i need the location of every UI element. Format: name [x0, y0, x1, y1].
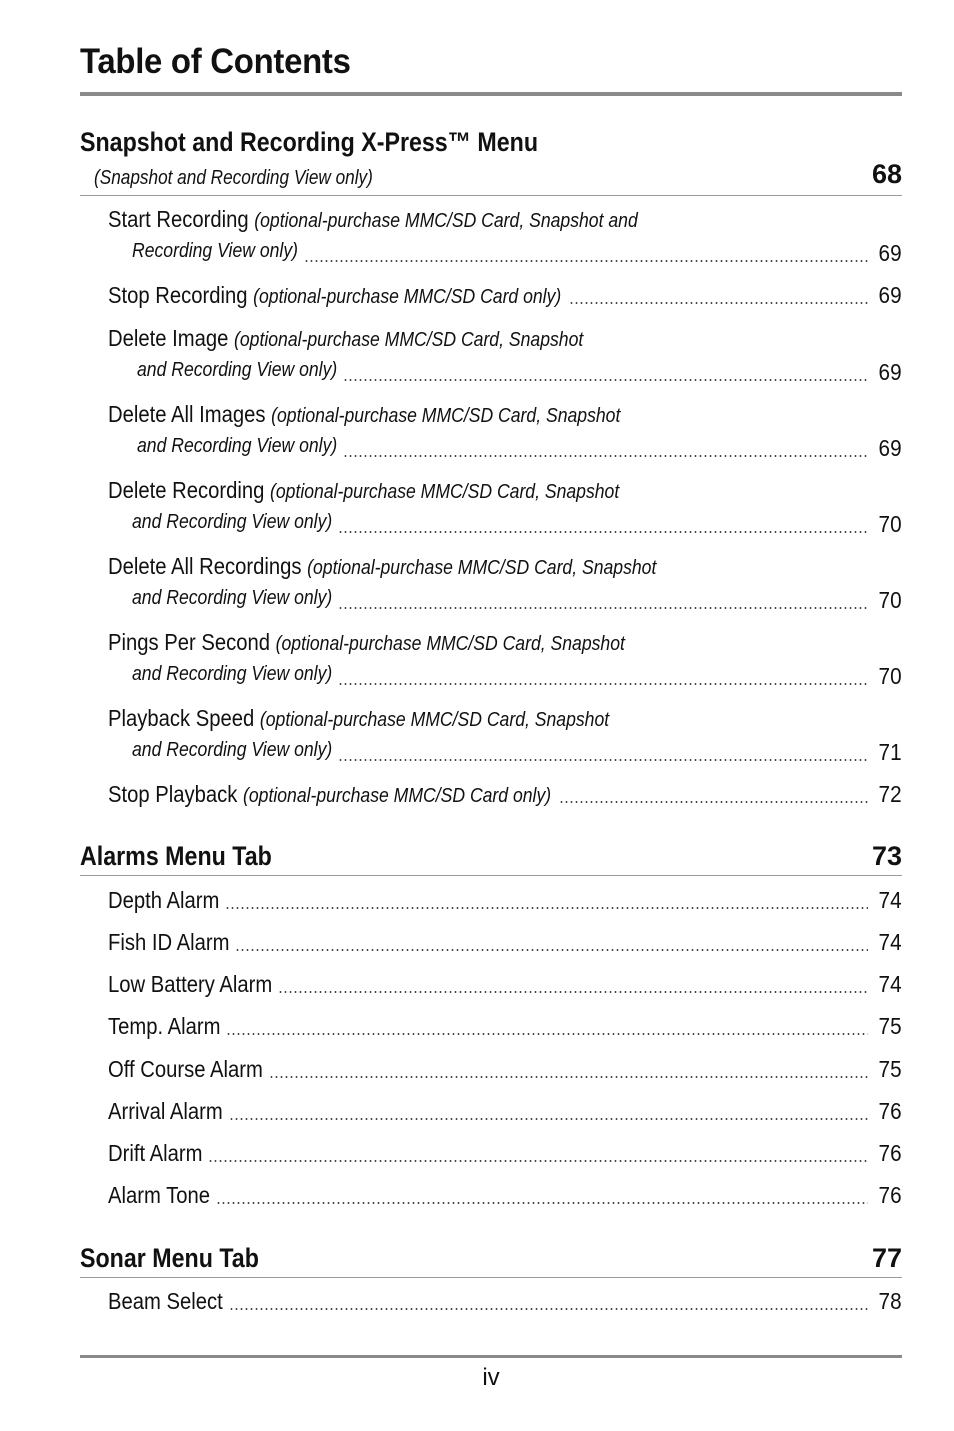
entry-note: (optional-purchase MMC/SD Card, Snapshot — [270, 481, 620, 503]
dot-leader — [343, 379, 868, 381]
section-heading-text: Snapshot and Recording X-Press™ Menu — [80, 127, 539, 157]
entry-title: Delete All Images — [108, 401, 266, 427]
footer-divider — [80, 1355, 902, 1358]
entry-note-continued: and Recording View only) — [132, 587, 333, 609]
dot-leader — [569, 302, 868, 304]
entry-page-number: 78 — [878, 1288, 902, 1314]
section-page-number: 73 — [871, 841, 902, 871]
dot-leader — [559, 801, 868, 803]
entry-note: (optional-purchase MMC/SD Card only) — [253, 286, 562, 308]
section-divider — [80, 195, 902, 196]
entry-note: (optional-purchase MMC/SD Card, Snapshot — [271, 405, 621, 427]
entry-page-number: 75 — [878, 1013, 902, 1039]
entry-page-number: 74 — [878, 971, 902, 997]
dot-leader — [235, 949, 868, 951]
entry-note: (optional-purchase MMC/SD Card, Snapshot — [275, 633, 625, 655]
section-heading-sonar — [80, 1243, 902, 1274]
entry-page-number: 74 — [878, 887, 902, 913]
dot-leader — [343, 455, 868, 457]
toc-page — [80, 0, 902, 1431]
entry-title: Stop Recording — [108, 282, 248, 308]
entry-note-continued: and Recording View only) — [132, 739, 333, 761]
entry-title: Start Recording — [108, 206, 249, 232]
entry-note-continued: and Recording View only) — [137, 435, 338, 457]
entry-title: Drift Alarm — [108, 1140, 203, 1166]
entry-note: (optional-purchase MMC/SD Card, Snapshot — [234, 329, 584, 351]
dot-leader — [338, 683, 868, 685]
dot-leader — [225, 907, 868, 909]
entry-title: Pings Per Second — [108, 629, 271, 655]
dot-leader — [338, 531, 868, 533]
entry-title: Beam Select — [108, 1288, 223, 1314]
entry-title: Delete Recording — [108, 477, 265, 503]
entry-title: Arrival Alarm — [108, 1098, 223, 1124]
dot-leader — [338, 607, 868, 609]
entry-note: (optional-purchase MMC/SD Card only) — [243, 785, 552, 807]
entry-title-line — [108, 477, 619, 504]
entry-title: Fish ID Alarm — [108, 929, 230, 955]
entry-title: Low Battery Alarm — [108, 971, 273, 997]
entry-page-number: 76 — [878, 1182, 902, 1208]
entry-note: (optional-purchase MMC/SD Card, Snapshot — [307, 557, 657, 579]
entry-note: (optional-purchase MMC/SD Card, Snapshot — [259, 709, 610, 731]
entry-title-line — [108, 401, 620, 428]
entry-note-continued: and Recording View only) — [132, 663, 333, 685]
entry-title: Playback Speed — [108, 705, 255, 731]
section-heading-snapshot — [80, 127, 902, 158]
entry-page-number: 74 — [878, 929, 902, 955]
section-page-number: 77 — [871, 1243, 902, 1273]
entry-page-number: 69 — [878, 282, 902, 308]
entry-page-number: 72 — [878, 781, 902, 807]
entry-note-continued: and Recording View only) — [132, 511, 333, 533]
dot-leader — [226, 1033, 868, 1035]
entry-page-number: 70 — [878, 511, 902, 537]
footer-page-number: iv — [482, 1364, 500, 1391]
dot-leader — [208, 1160, 868, 1162]
section-subheading-text: (Snapshot and Recording View only) — [94, 167, 373, 189]
entry-title-line — [108, 629, 625, 656]
entry-title: Delete Image — [108, 325, 229, 351]
section-divider — [80, 875, 902, 876]
entry-page-number: 69 — [878, 435, 902, 461]
entry-title: Depth Alarm — [108, 887, 220, 913]
entry-title-line — [108, 325, 583, 352]
entry-page-number: 69 — [878, 240, 902, 266]
section-divider — [80, 1277, 902, 1278]
entry-title-line — [108, 553, 656, 580]
entry-page-number: 76 — [878, 1098, 902, 1124]
dot-leader — [229, 1118, 868, 1120]
section-page-number: 68 — [871, 159, 902, 189]
dot-leader — [338, 759, 868, 761]
entry-note: (optional-purchase MMC/SD Card, Snapshot and — [254, 210, 638, 232]
dot-leader — [304, 260, 868, 262]
entry-note-continued: Recording View only) — [132, 240, 298, 262]
entry-page-number: 76 — [878, 1140, 902, 1166]
entry-page-number: 75 — [878, 1056, 902, 1082]
entry-title-line — [108, 705, 609, 732]
entry-title: Alarm Tone — [108, 1182, 211, 1208]
dot-leader — [229, 1308, 868, 1310]
entry-page-number: 69 — [878, 359, 902, 385]
entry-note-continued: and Recording View only) — [137, 359, 338, 381]
dot-leader — [216, 1202, 868, 1204]
entry-page-number: 70 — [878, 587, 902, 613]
title-divider — [80, 92, 902, 96]
section-heading-alarms — [80, 841, 902, 872]
entry-title: Temp. Alarm — [108, 1013, 221, 1039]
section-heading-text: Sonar Menu Tab — [80, 1243, 259, 1273]
section-subheading-snapshot — [94, 159, 902, 190]
entry-page-number: 70 — [878, 663, 902, 689]
entry-page-number: 71 — [878, 739, 902, 765]
entry-title: Off Course Alarm — [108, 1056, 263, 1082]
section-heading-text: Alarms Menu Tab — [80, 841, 272, 871]
entry-title: Stop Playback — [108, 781, 238, 807]
dot-leader — [269, 1076, 868, 1078]
entry-title: Delete All Recordings — [108, 553, 302, 579]
page-title: Table of Contents — [80, 42, 351, 81]
dot-leader — [278, 991, 868, 993]
entry-title-line — [108, 206, 638, 233]
